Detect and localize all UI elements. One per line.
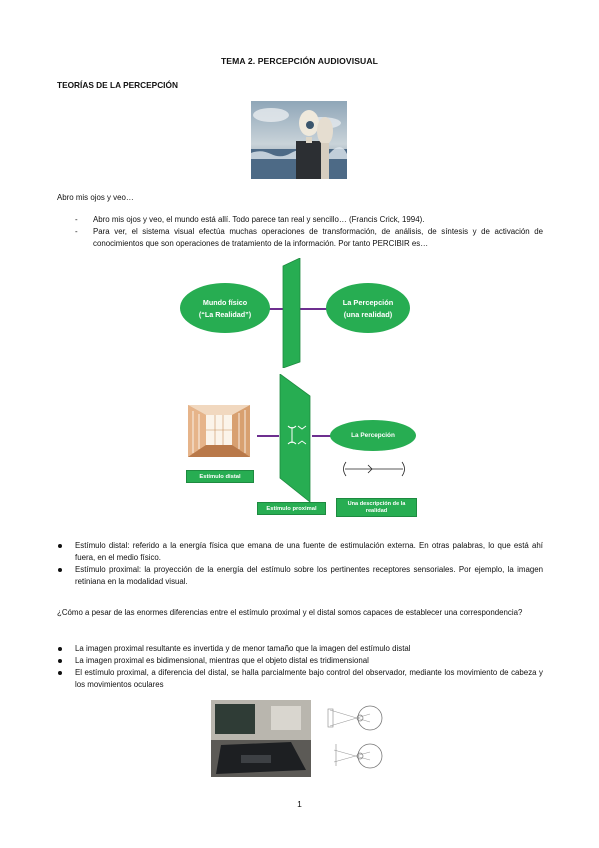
bullet-item bbox=[58, 564, 543, 588]
perception-screen bbox=[280, 258, 302, 368]
bullet-item bbox=[58, 643, 543, 655]
bullet-item bbox=[58, 667, 543, 691]
perception-diagram-1 bbox=[180, 258, 420, 368]
bullet-text: El estímulo proximal, a diferencia del distal, se halla parcialmente bajo control del observador, mediante los movimiento de cabeza y los movimientos oculares bbox=[75, 668, 543, 689]
eye-diagram bbox=[326, 700, 390, 777]
retina-screen bbox=[278, 374, 312, 502]
bullet-item bbox=[58, 655, 543, 667]
description-sketch bbox=[340, 460, 408, 478]
dash-item-text: Para ver, el sistema visual efectúa muchas operaciones de transformación, de análisis, de síntesis y de activación de conocimientos que son operaciones de tratamiento de la información. Por tanto PERCIBIR es… bbox=[93, 227, 543, 248]
question-text: ¿Cómo a pesar de las enormes diferencias entre el estímulo proximal y el distal somos capaces de establecer una correspondencia? bbox=[57, 608, 523, 617]
connector-line bbox=[312, 435, 332, 437]
bullet-text: Estímulo proximal: la proyección de la energía del estímulo sobre los pertinentes receptores sensoriales. Por ejemplo, la imagen retiniana en la modalidad visual. bbox=[75, 565, 543, 586]
bullet-text: Estímulo distal: referido a la energía física que emana de una fuente de estimulación externa. En otras palabras, lo que está ahí fuera, en el medio físico. bbox=[75, 541, 543, 562]
bullet-text: La imagen proximal es bidimensional, mientras que el objeto distal es tridimensional bbox=[75, 656, 369, 665]
classroom-photo bbox=[211, 700, 311, 777]
dash-item: - Para ver, el sistema visual efectúa muchas operaciones de transformación, de análisis, de síntesis y de activación de conocimientos que son operaciones de tratamiento de la información. Por tanto PERCIBIR es… bbox=[75, 227, 543, 248]
dash-item-text: Abro mis ojos y veo, el mundo está allí. Todo parece tan real y sencillo… (Francis Crick, 1994). bbox=[93, 215, 425, 224]
connector-line bbox=[257, 435, 279, 437]
a-reality-label: (una realidad) bbox=[343, 309, 393, 319]
reality-label: (“La Realidad”) bbox=[198, 309, 252, 319]
distal-stimulus-label: Estímulo distal bbox=[186, 470, 254, 483]
dash-item: - Abro mis ojos y veo, el mundo está allí. Todo parece tan real y sencillo… (Francis Crick, 1994). bbox=[78, 214, 543, 226]
room-image bbox=[188, 405, 250, 457]
perception-ellipse-small bbox=[330, 420, 416, 451]
physical-world-label: Mundo físico bbox=[202, 297, 248, 307]
section-title: TEORÍAS DE LA PERCEPCIÓN bbox=[57, 80, 178, 90]
perception-ellipse bbox=[326, 283, 410, 333]
proximal-stimulus-label: Estímulo proximal bbox=[257, 502, 326, 515]
perception-label-small: La Percepción bbox=[351, 432, 395, 439]
perception-label: La Percepción bbox=[342, 297, 394, 307]
perception-diagram-2 bbox=[180, 372, 430, 517]
description-label: Una descripción de la realidad bbox=[336, 498, 417, 517]
intro-text: Abro mis ojos y veo… bbox=[57, 193, 134, 202]
painting-image bbox=[251, 101, 347, 179]
page-number: 1 bbox=[297, 799, 302, 809]
physical-world-ellipse bbox=[180, 283, 270, 333]
bullet-item bbox=[58, 540, 543, 564]
document-title: TEMA 2. PERCEPCIÓN AUDIOVISUAL bbox=[220, 56, 379, 66]
bullet-text: La imagen proximal resultante es invertida y de menor tamaño que la imagen del estímulo distal bbox=[75, 644, 411, 653]
